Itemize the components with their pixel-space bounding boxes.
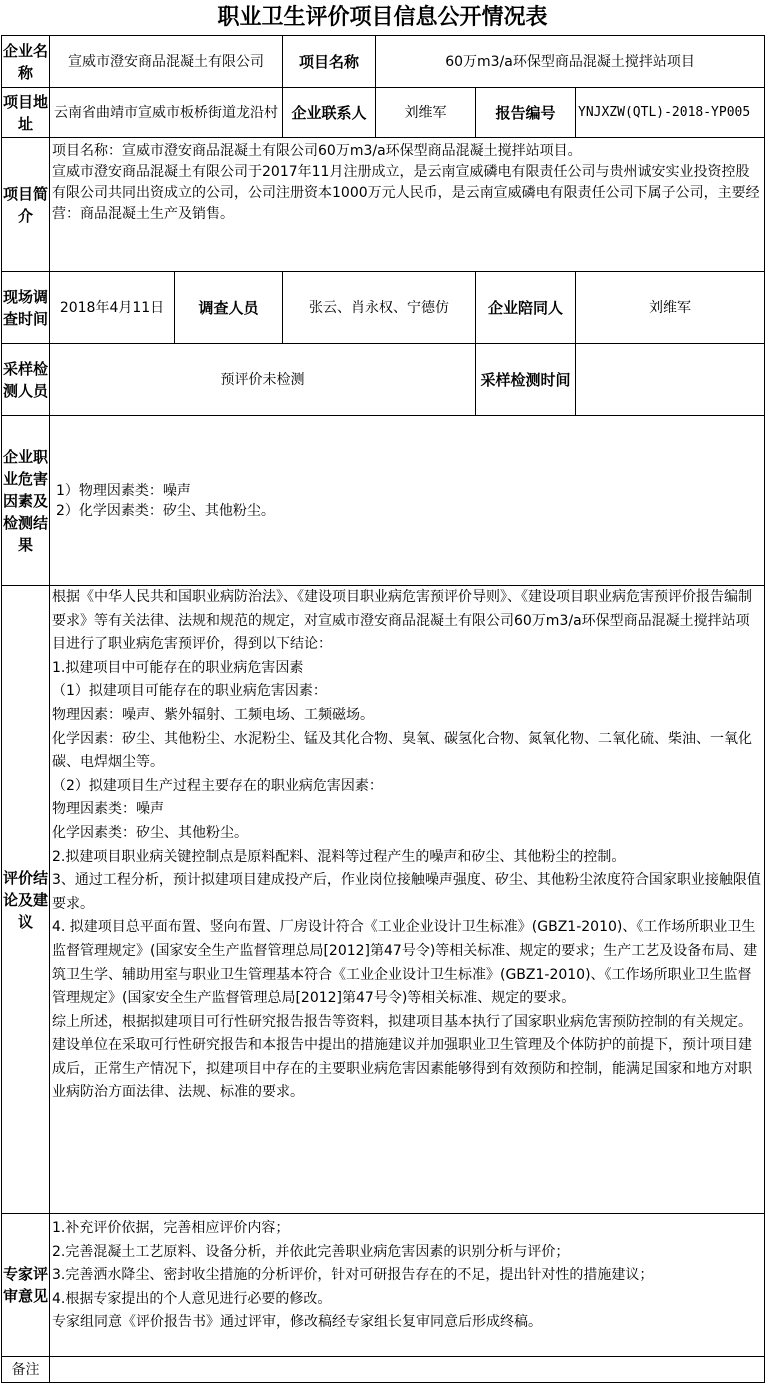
hazards-label: 企业职业危害因素及检测结果 xyxy=(2,416,50,586)
sampling-staff-value: 预评价未检测 xyxy=(50,344,476,416)
address-label: 项目地址 xyxy=(2,88,50,138)
row-company xyxy=(2,36,765,88)
intro-label: 项目简介 xyxy=(2,138,50,272)
contact-value: 刘维军 xyxy=(376,88,476,138)
sampling-time-value xyxy=(576,344,765,416)
report-no-value: YNJXZW(QTL)-2018-YP005 xyxy=(576,88,765,138)
company-name-label: 企业名称 xyxy=(2,36,50,88)
survey-staff-value: 张云、肖永权、宁德仿 xyxy=(283,272,476,344)
conclusion-text: 根据《中华人民共和国职业病防治法》、《建设项目职业病危害预评价导则》、《建设项目职业病危害预评价报告编制要求》等有关法律、法规和规范的规定，对宣威市澄安商品混凝土有限公司60万m3/a环保型商品混凝土搅拌站项目进行了职业病危害预评价，得到以下结论： 1.拟建项目中可能存在的职业病危害因素 （1）拟建项目可能存在的职业病危害因素： 物理因素：噪声、紫外辐射、工频电场、工频磁场。 化学因素：矽尘、其他粉尘、水泥粉尘、锰及其化合物、臭氧、碳氢化合物、氮氧化物、二氧化硫、柴油、一氧化碳、电焊烟尘等。 （2）拟建项目生产过程主要存在的职业病危害因素： 物理因素类：噪声 化学因素类：矽尘、其他粉尘。 2.拟建项目职业病关键控制点是原料配料、混料等过程产生的噪声和矽尘、其他粉尘的控制。 3、通过工程分析，预计拟建项目建成投产后，作业岗位接触噪声强度、矽尘、其他粉尘浓度符合国家职业接触限值要求。 4. 拟建项目总平面布置、竖向布置、厂房设计符合《工业企业设计卫生标准》(GBZ1-2010)、《工作场所职业卫生监督管理规定》(国家安全生产监督管理总局[2012]第47号令)等相关标准、规定的要求；生产工艺及设备布局、建筑卫生学、辅助用室与职业卫生管理基本符合《工业企业设计卫生标准》(GBZ1-2010)、《工作场所职业卫生监督管理规定》(国家安全生产监督管理总局[2012]第47号令)等相关标准、规定的要求。 综上所述，根据拟建项目可行性研究报告报告等资料，拟建项目基本执行了国家职业病危害预防控制的有关规定。建设单位在采取可行性研究报告和本报告中提出的措施建议并加强职业卫生管理及个体防护的前提下，预计项目建成后，正常生产情况下，拟建项目中存在的主要职业病危害因素能够得到有效预防和控制，能满足国家和地方对职业病防治方面法律、法规、标准的要求。 xyxy=(50,586,765,1214)
row-survey xyxy=(2,272,765,344)
conclusion-label: 评价结论及建议 xyxy=(2,586,50,1214)
remark-label: 备注 xyxy=(2,1357,50,1383)
row-hazards xyxy=(2,416,765,586)
report-no-label: 报告编号 xyxy=(476,88,576,138)
escort-label: 企业陪同人 xyxy=(476,272,576,344)
company-name-value: 宣威市澄安商品混凝土有限公司 xyxy=(50,36,283,88)
contact-label: 企业联系人 xyxy=(283,88,376,138)
row-sampling xyxy=(2,344,765,416)
remark-value xyxy=(50,1357,765,1383)
address-value: 云南省曲靖市宣威市板桥街道龙沿村 xyxy=(50,88,283,138)
page-title: 职业卫生评价项目信息公开情况表 xyxy=(217,4,548,30)
row-conclusion xyxy=(2,586,765,1214)
hazards-text: 1）物理因素类：噪声 2）化学因素类：矽尘、其他粉尘。 xyxy=(50,416,765,586)
intro-text: 项目名称：宣威市澄安商品混凝土有限公司60万m3/a环保型商品混凝土搅拌站项目。 宣威市澄安商品混凝土有限公司于2017年11月注册成立，是云南宣威磷电有限责任公司与贵州诚安实业投资控股有限公司共同出资成立的公司，公司注册资本1000万元人民币，是云南宣威磷电有限责任公司下属子公司，主要经营：商品混凝土生产及销售。 xyxy=(50,138,765,272)
sampling-staff-label: 采样检测人员 xyxy=(2,344,50,416)
escort-value: 刘维军 xyxy=(576,272,765,344)
survey-time-label: 现场调查时间 xyxy=(2,272,50,344)
project-name-label: 项目名称 xyxy=(283,36,376,88)
expert-label: 专家评审意见 xyxy=(2,1214,50,1357)
survey-staff-label: 调查人员 xyxy=(175,272,283,344)
sampling-time-label: 采样检测时间 xyxy=(476,344,576,416)
row-intro xyxy=(2,138,765,272)
info-table xyxy=(1,35,765,1383)
row-remark xyxy=(2,1357,765,1383)
project-name-value: 60万m3/a环保型商品混凝土搅拌站项目 xyxy=(376,36,765,88)
expert-text: 1.补充评价依据，完善相应评价内容； 2.完善混凝土工艺原料、设备分析，并依此完善职业病危害因素的识别分析与评价； 3.完善洒水降尘、密封收尘措施的分析评价，针对可研报告存在的不足，提出针对性的措施建议； 4.根据专家提出的个人意见进行必要的修改。 专家组同意《评价报告书》通过评审，修改稿经专家组长复审同意后形成终稿。 xyxy=(50,1214,765,1357)
survey-time-value: 2018年4月11日 xyxy=(50,272,175,344)
row-address xyxy=(2,88,765,138)
row-expert xyxy=(2,1214,765,1357)
